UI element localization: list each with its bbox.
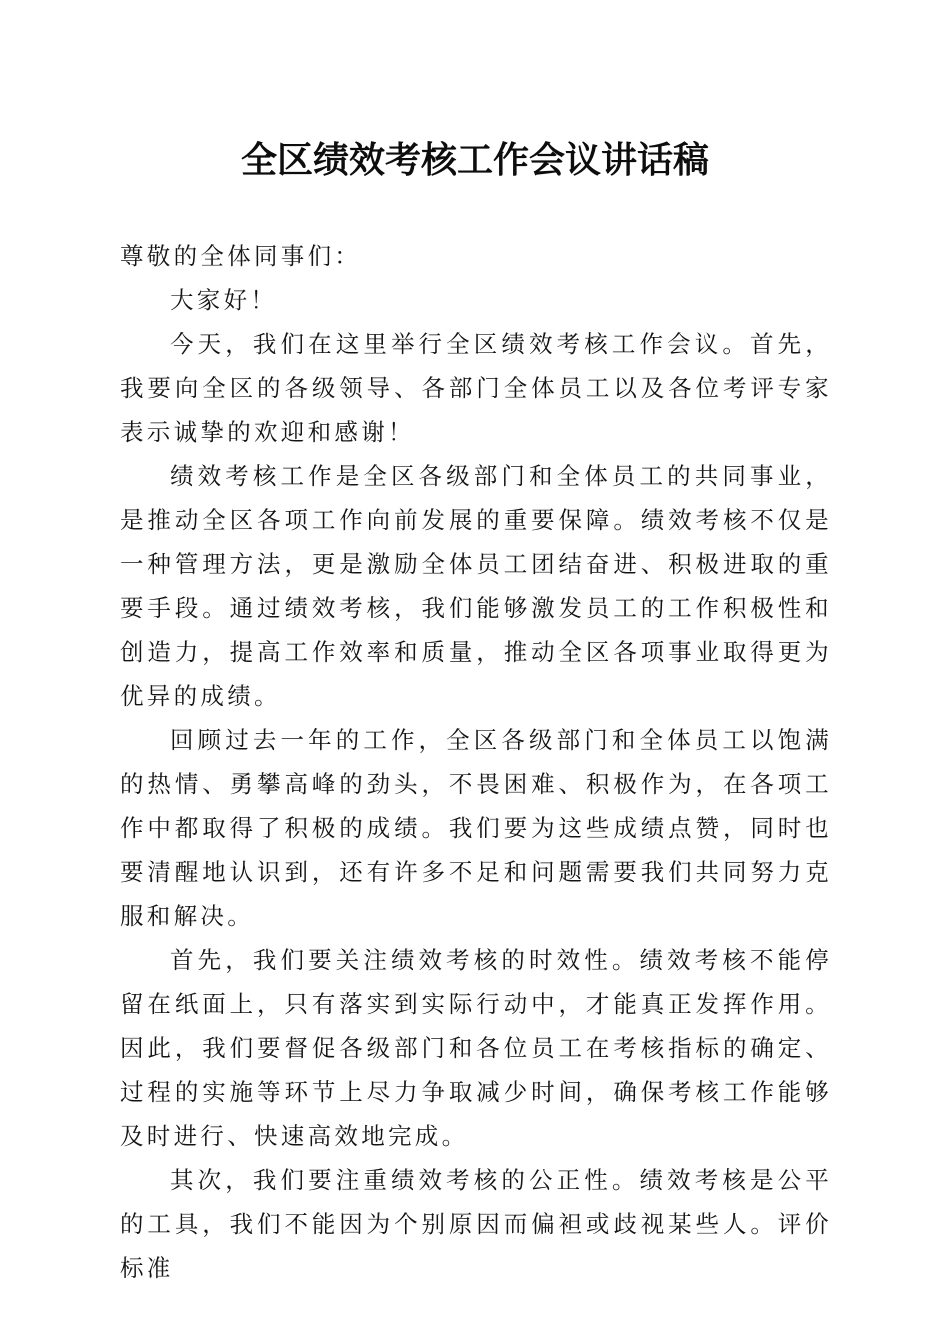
paragraph-greeting: 大家好！ xyxy=(170,286,278,314)
paragraph-review: 回顾过去一年的工作，全区各级部门和全体员工以饱满的热情、勇攀高峰的劲头，不畏困难、积极作为，在各项工作中都取得了积极的成绩。我们要为这些成绩点赞，同时也要清醒地认识到，还有许多不足和问题需要我们共同努力克服和解决。 xyxy=(120,726,832,930)
document-title: 全区绩效考核工作会议讲话稿 xyxy=(240,139,709,181)
paragraph-welcome: 今天，我们在这里举行全区绩效考核工作会议。首先，我要向全区的各级领导、各部门全体员工以及各位考评专家表示诚挚的欢迎和感谢！ xyxy=(120,330,832,446)
paragraph-significance: 绩效考核工作是全区各级部门和全体员工的共同事业，是推动全区各项工作向前发展的重要保障。绩效考核不仅是一种管理方法，更是激励全体员工团结奋进、积极进取的重要手段。通过绩效考核，我们能够激发员工的工作积极性和创造力，提高工作效率和质量，推动全区各项事业取得更为优异的成绩。 xyxy=(120,462,832,710)
paragraph-fairness: 其次，我们要注重绩效考核的公正性。绩效考核是公平的工具，我们不能因为个别原因而偏袒或歧视某些人。评价标准 xyxy=(120,1166,832,1282)
salutation: 尊敬的全体同事们： xyxy=(120,242,362,270)
paragraph-timeliness: 首先，我们要关注绩效考核的时效性。绩效考核不能停留在纸面上，只有落实到实际行动中，才能真正发挥作用。因此，我们要督促各级部门和各位员工在考核指标的确定、过程的实施等环节上尽力争取减少时间，确保考核工作能够及时进行、快速高效地完成。 xyxy=(120,946,832,1150)
document-body xyxy=(120,234,832,1290)
